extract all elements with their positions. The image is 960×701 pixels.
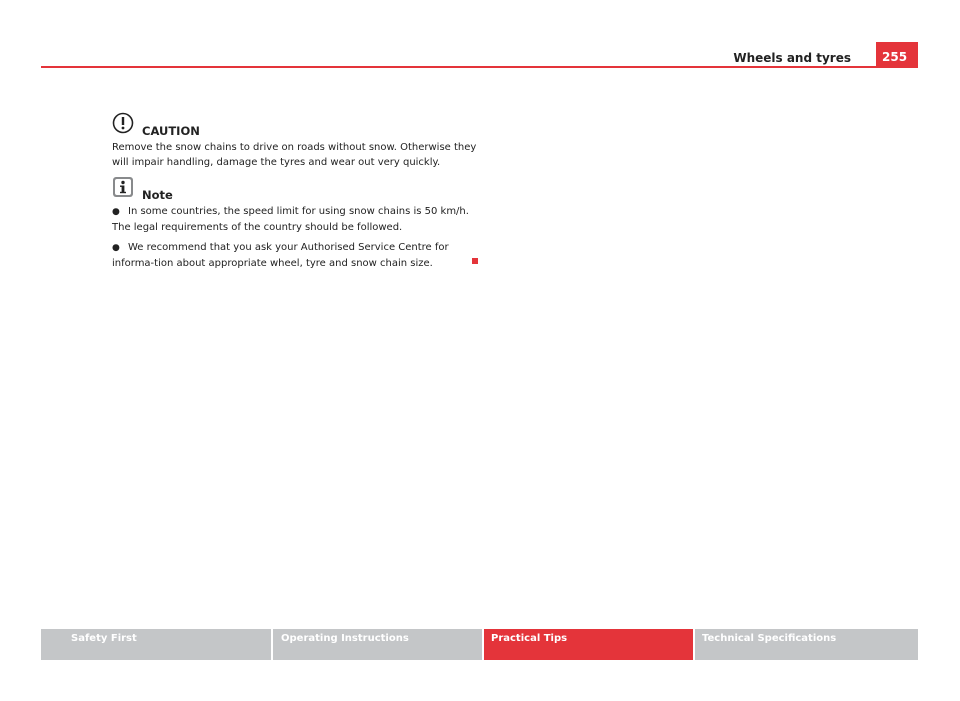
caution-text: Remove the snow chains to drive on roads without snow. Otherwise they will impair handling, damage the tyres and wear out very quickly. — [112, 142, 477, 168]
footer-nav — [41, 629, 918, 660]
page-number: 255 — [876, 42, 918, 68]
caution-heading-row — [112, 116, 482, 138]
note-heading-row — [112, 180, 482, 202]
note-heading: Note — [142, 188, 173, 202]
section-title: Wheels and tyres — [733, 51, 851, 65]
note-block — [112, 180, 482, 276]
tab-technical-specifications[interactable]: Technical Specifications — [695, 629, 918, 660]
caution-block — [112, 116, 482, 175]
note-item-1-text: In some countries, the speed limit for using snow chains is 50 km/h. The legal requirements of the country should be followed. — [112, 206, 469, 233]
bullet-icon: ● — [112, 243, 120, 253]
note-item-2 — [112, 240, 482, 271]
tab-practical-tips[interactable]: Practical Tips — [484, 629, 695, 660]
caution-heading: CAUTION — [142, 124, 200, 138]
bullet-icon: ● — [112, 207, 120, 217]
tab-operating-instructions[interactable]: Operating Instructions — [273, 629, 484, 660]
caution-warning-icon — [112, 112, 134, 138]
end-of-section-square-icon — [472, 258, 478, 264]
note-item-1 — [112, 204, 482, 235]
tab-safety-first[interactable]: Safety First — [41, 629, 273, 660]
info-icon — [112, 176, 134, 202]
note-item-2-text: We recommend that you ask your Authorised Service Centre for informa-tion about appropriate wheel, tyre and snow chain size. — [112, 242, 449, 269]
header-rule — [41, 66, 918, 68]
